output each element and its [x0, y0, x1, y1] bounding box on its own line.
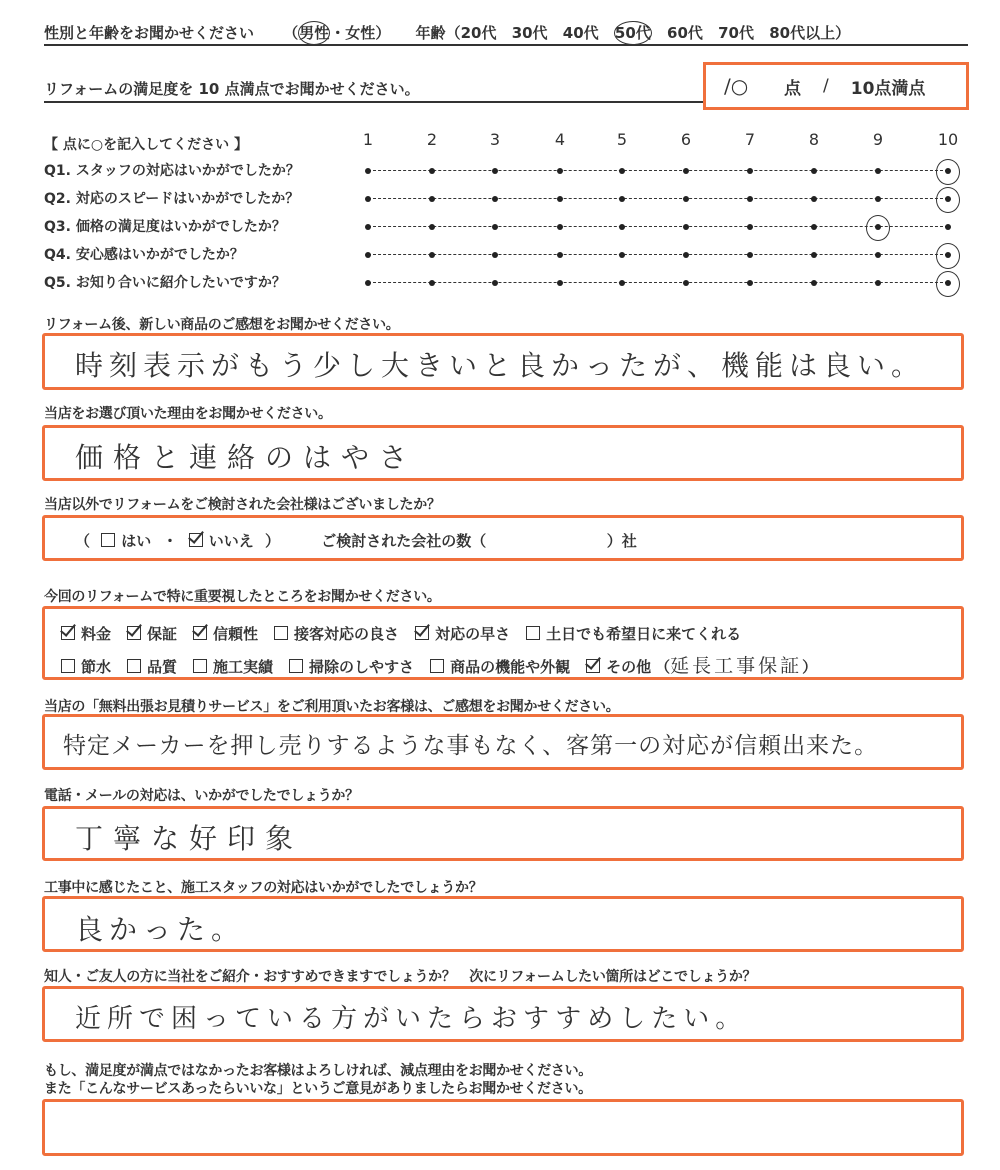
priority-checkbox-label: 接客対応の良さ	[294, 625, 400, 643]
separator-dot: ・	[162, 532, 178, 550]
age-option[interactable]: 60代	[667, 24, 703, 42]
checkbox-mark	[193, 626, 207, 640]
rating-question-label: Q4. 安心感はいかがでしたか？	[44, 247, 244, 263]
rating-question-label: Q5. お知り合いに紹介したいですか？	[44, 275, 286, 291]
age-label: 年齢	[415, 24, 446, 42]
priority-checkbox-label: 料金	[81, 625, 112, 643]
checkbox-no[interactable]	[189, 530, 254, 551]
priority-checkbox[interactable]	[415, 623, 510, 644]
gender-option-male[interactable]: 男性	[298, 21, 330, 45]
priorities-row-2	[61, 651, 817, 678]
scale-number: 5	[616, 130, 628, 149]
checkbox-mark	[274, 626, 288, 640]
reason-answer: 価格と連絡のはやさ	[75, 441, 418, 474]
rating-point[interactable]	[492, 196, 498, 202]
phone-mail-answer-box[interactable]	[42, 806, 964, 861]
priority-checkbox-label: 対応の早さ	[435, 625, 511, 643]
rating-point[interactable]	[619, 196, 625, 202]
impression-answer-box[interactable]	[42, 333, 964, 390]
rating-point[interactable]	[811, 168, 817, 174]
construction-answer: 良かった。	[75, 913, 246, 946]
rating-instruction: 【 点に○を記入してください 】	[44, 137, 248, 153]
rating-point[interactable]	[747, 280, 753, 286]
priorities-box	[42, 606, 964, 680]
priority-checkbox[interactable]	[586, 656, 651, 677]
rating-point[interactable]	[875, 280, 881, 286]
rating-point[interactable]	[683, 280, 689, 286]
rating-point[interactable]	[429, 168, 435, 174]
recommend-label: 知人・ご友人の方に当社をご紹介・おすすめできますでしょうか？ 次にリフォームしたい箇所はどこでしょうか？	[44, 969, 757, 985]
rating-selected-circle	[936, 187, 960, 213]
age-option[interactable]: 70代	[718, 24, 754, 42]
checkbox-mark	[61, 659, 75, 673]
priority-checkbox[interactable]	[61, 623, 111, 644]
priority-checkbox-label: 節水	[81, 658, 112, 676]
rating-track	[368, 254, 948, 255]
scale-number: 10	[937, 130, 959, 149]
rating-point[interactable]	[557, 252, 563, 258]
phone-mail-answer: 丁寧な好印象	[75, 822, 304, 855]
checkbox-mark	[61, 626, 75, 640]
satisfaction-prompt: リフォームの満足度を 10 点満点でお聞かせください。	[44, 80, 420, 98]
rating-point[interactable]	[619, 252, 625, 258]
rating-point[interactable]	[747, 224, 753, 230]
priority-checkbox[interactable]	[526, 623, 741, 644]
rating-point[interactable]	[492, 252, 498, 258]
checkbox-no-label: いいえ	[208, 532, 254, 550]
rating-point[interactable]	[429, 224, 435, 230]
checkbox-mark	[415, 626, 429, 640]
priority-checkbox[interactable]	[193, 656, 273, 677]
priority-checkbox-label: 品質	[147, 658, 178, 676]
paren-close: ）	[265, 532, 281, 550]
deduction-label-line1: もし、満足度が満点ではなかったお客様はよろしければ、減点理由をお聞かせください。	[44, 1063, 592, 1079]
rating-point[interactable]	[619, 168, 625, 174]
gender-age-prompt: 性別と年齢をお聞かせください	[44, 24, 255, 42]
score-max: 10点満点	[850, 78, 926, 99]
checkbox-mark	[526, 626, 540, 640]
construction-label: 工事中に感じたこと、施工スタッフの対応はいかがでしたでしょうか？	[44, 880, 483, 896]
rating-selected-circle	[936, 243, 960, 269]
age-option[interactable]: 80代以上	[769, 24, 836, 42]
priority-checkbox-label: 商品の機能や外観	[450, 658, 571, 676]
rating-point[interactable]	[619, 224, 625, 230]
recommend-answer-box[interactable]	[42, 986, 964, 1042]
rating-point[interactable]	[619, 280, 625, 286]
priority-checkbox[interactable]	[274, 623, 399, 644]
rating-point[interactable]	[365, 168, 371, 174]
priority-checkbox[interactable]	[61, 656, 111, 677]
company-count-unit: ）社	[606, 532, 637, 550]
rating-point[interactable]	[492, 168, 498, 174]
priority-checkbox-label: 土日でも希望日に来てくれる	[546, 625, 742, 643]
priority-checkbox-label: その他	[606, 658, 652, 676]
scale-number: 6	[680, 130, 692, 149]
other-paren-close: ）	[802, 658, 818, 676]
age-option[interactable]: 30代	[511, 24, 548, 42]
rating-point[interactable]	[429, 196, 435, 202]
checkbox-mark	[127, 659, 141, 673]
rating-track	[368, 226, 948, 227]
rating-question-label: Q2. 対応のスピードはいかがでしたか？	[44, 191, 300, 207]
scale-number: 1	[362, 130, 374, 149]
satisfaction-score-handwritten: /○	[724, 74, 749, 98]
score-separator: /	[823, 76, 829, 96]
rating-point[interactable]	[875, 196, 881, 202]
other-companies-label: 当店以外でリフォームをご検討された会社様はございましたか？	[44, 497, 441, 513]
company-count-label: ご検討された会社の数（	[321, 532, 487, 550]
deduction-label-line2: また「こんなサービスあったらいいな」というご意見がありましたらお聞かせください。	[44, 1081, 592, 1097]
rating-point[interactable]	[365, 224, 371, 230]
priority-checkbox-label: 掃除のしやすさ	[309, 658, 415, 676]
rating-point[interactable]	[365, 196, 371, 202]
priorities-row-1	[61, 623, 757, 644]
construction-answer-box[interactable]	[42, 896, 964, 952]
checkbox-mark	[289, 659, 303, 673]
rating-point[interactable]	[365, 280, 371, 286]
rating-track	[368, 282, 948, 283]
other-paren-open: （	[655, 658, 671, 676]
recommend-answer: 近所で困っている方がいたらおすすめしたい。	[75, 1004, 748, 1034]
scale-number: 4	[554, 130, 566, 149]
scale-number: 3	[489, 130, 501, 149]
other-answer: 延長工事保証	[670, 655, 803, 677]
impression-answer: 時刻表示がもう少し大きいと良かったが、機能は良い。	[75, 349, 926, 382]
rating-point[interactable]	[683, 196, 689, 202]
priority-checkbox[interactable]	[127, 623, 177, 644]
priority-checkbox-label: 施工実績	[213, 658, 274, 676]
rating-point[interactable]	[683, 252, 689, 258]
rating-point[interactable]	[557, 168, 563, 174]
rating-point[interactable]	[429, 280, 435, 286]
rating-selected-circle	[936, 271, 960, 297]
rating-point[interactable]	[875, 252, 881, 258]
other-answer-wrap	[655, 655, 818, 677]
priority-checkbox-label: 保証	[147, 625, 178, 643]
rating-question-label: Q3. 価格の満足度はいかがでしたか？	[44, 219, 286, 235]
checkbox-mark	[127, 626, 141, 640]
rating-point[interactable]	[683, 168, 689, 174]
rating-point[interactable]	[811, 280, 817, 286]
score-unit: 点	[784, 78, 801, 99]
scale-number: 9	[872, 130, 884, 149]
estimate-service-answer-box[interactable]	[42, 714, 964, 770]
deduction-answer-box[interactable]	[42, 1099, 964, 1156]
priority-checkbox-label: 信頼性	[213, 625, 259, 643]
rating-question-label: Q1. スタッフの対応はいかがでしたか？	[44, 163, 300, 179]
rating-point[interactable]	[492, 224, 498, 230]
rating-point[interactable]	[747, 252, 753, 258]
age-option[interactable]: 20代	[460, 24, 497, 42]
rating-point[interactable]	[875, 168, 881, 174]
reason-label: 当店をお選び頂いた理由をお聞かせください。	[44, 406, 332, 422]
age-option-selected[interactable]: 50代	[614, 21, 652, 45]
rating-track	[368, 198, 948, 199]
impression-label: リフォーム後、新しい商品のご感想をお聞かせください。	[44, 317, 400, 333]
rating-point[interactable]	[747, 196, 753, 202]
reason-answer-box[interactable]	[42, 425, 964, 481]
checkbox-yes-label: はい	[121, 532, 152, 550]
other-companies-box	[42, 515, 964, 561]
checkbox-mark	[430, 659, 444, 673]
rating-selected-circle	[866, 215, 890, 241]
priority-checkbox[interactable]	[127, 656, 177, 677]
rating-point[interactable]	[557, 224, 563, 230]
paren-open: （	[75, 532, 91, 550]
rating-track	[368, 170, 948, 171]
gender-age-row: 性別と年齢をお聞かせください （男性・女性） 年齢（20代 30代 40代 50代 60代 70代 80代以上）	[44, 22, 850, 43]
scale-number: 7	[744, 130, 756, 149]
rating-point[interactable]	[429, 252, 435, 258]
rating-point[interactable]	[811, 196, 817, 202]
header-divider	[44, 44, 968, 46]
scale-number: 8	[808, 130, 820, 149]
age-option[interactable]: 40代	[562, 24, 599, 42]
priority-checkbox[interactable]	[193, 623, 258, 644]
priority-checkbox[interactable]	[430, 656, 570, 677]
rating-point[interactable]	[811, 252, 817, 258]
rating-point[interactable]	[683, 224, 689, 230]
phone-mail-label: 電話・メールの対応は、いかがでしたでしょうか？	[44, 788, 359, 804]
scale-number: 2	[426, 130, 438, 149]
estimate-service-label: 当店の「無料出張お見積りサービス」をご利用頂いたお客様は、ご感想をお聞かせください。	[44, 699, 620, 715]
rating-point[interactable]	[945, 224, 951, 230]
priority-checkbox[interactable]	[289, 656, 414, 677]
checkbox-mark	[586, 659, 600, 673]
satisfaction-underline	[44, 101, 704, 103]
gender-option-female[interactable]: 女性	[345, 24, 376, 42]
priorities-label: 今回のリフォームで特に重要視したところをお聞かせください。	[44, 589, 441, 605]
satisfaction-score-box[interactable]	[703, 62, 969, 110]
rating-point[interactable]	[747, 168, 753, 174]
rating-point[interactable]	[365, 252, 371, 258]
rating-selected-circle	[936, 159, 960, 185]
rating-point[interactable]	[557, 280, 563, 286]
rating-point[interactable]	[811, 224, 817, 230]
checkbox-yes[interactable]	[101, 530, 151, 551]
checkbox-mark	[193, 659, 207, 673]
rating-point[interactable]	[557, 196, 563, 202]
estimate-service-answer: 特定メーカーを押し売りするような事もなく、客第一の対応が信頼出来た。	[63, 733, 879, 759]
rating-point[interactable]	[492, 280, 498, 286]
